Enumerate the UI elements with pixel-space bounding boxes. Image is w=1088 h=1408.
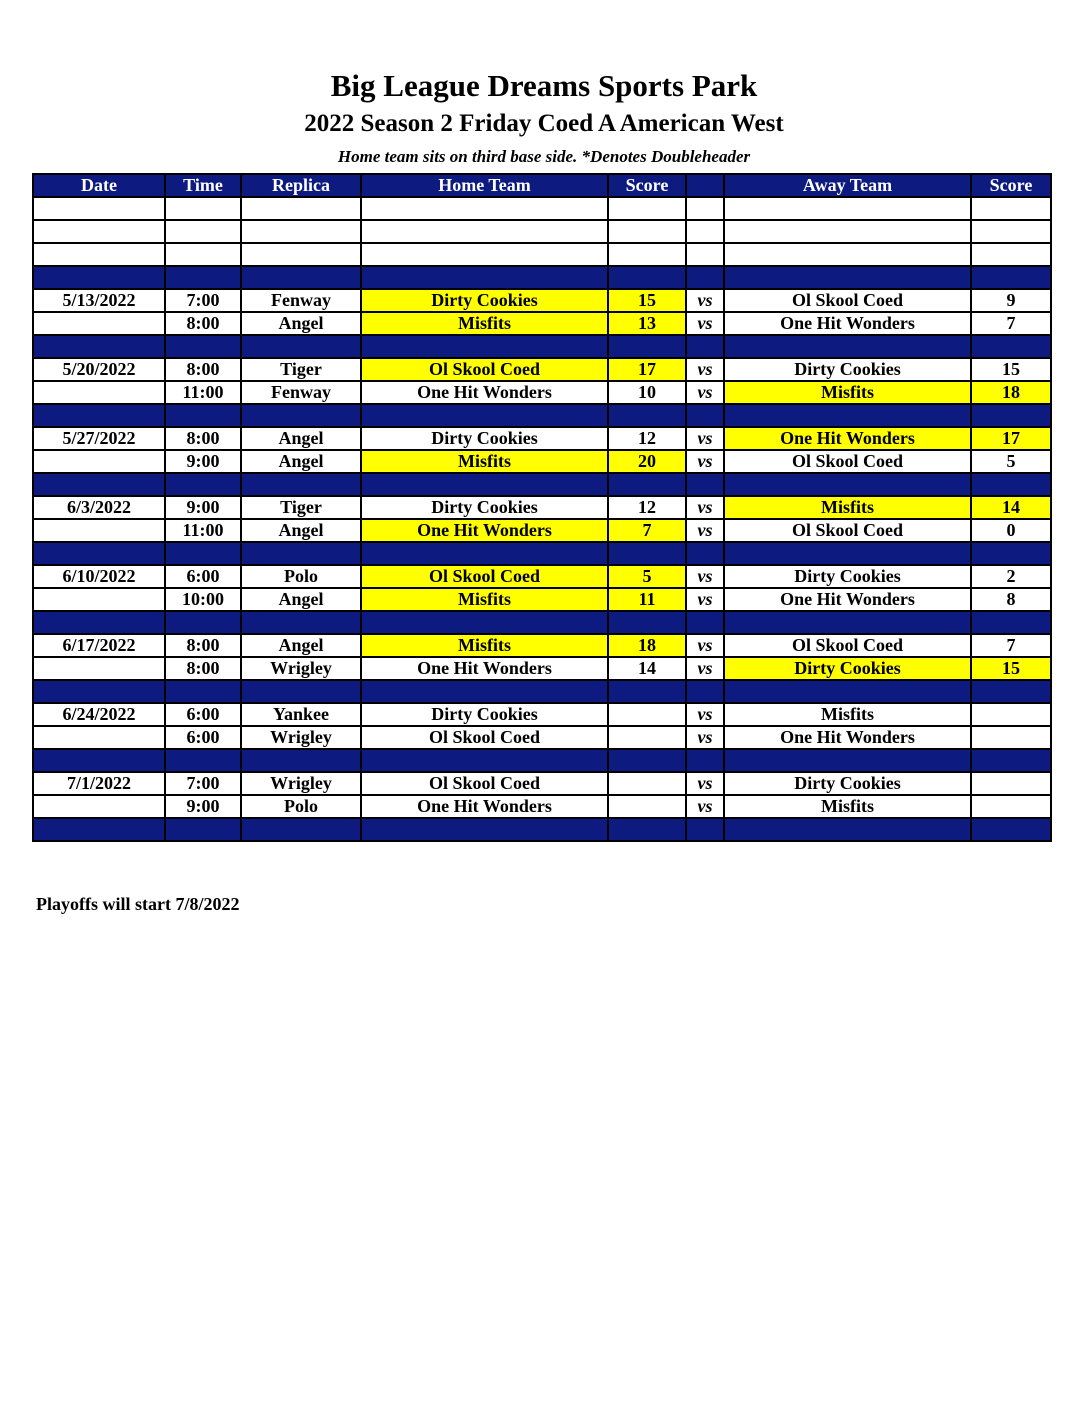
empty-cell [686, 680, 724, 703]
empty-cell [165, 266, 241, 289]
page-note: Home team sits on third base side. *Denotes Doubleheader [337, 147, 751, 166]
replica-cell: Tiger [241, 358, 361, 381]
away-score-cell: 18 [971, 381, 1051, 404]
away-score-cell: 7 [971, 312, 1051, 335]
away-team-cell: Ol Skool Coed [724, 289, 971, 312]
time-cell: 11:00 [165, 381, 241, 404]
empty-cell [241, 243, 361, 266]
empty-cell [361, 335, 608, 358]
replica-cell: Tiger [241, 496, 361, 519]
empty-cell [165, 473, 241, 496]
empty-cell [971, 404, 1051, 427]
game-row [33, 312, 1051, 335]
empty-cell [724, 611, 971, 634]
empty-cell [608, 473, 686, 496]
page-subtitle: 2022 Season 2 Friday Coed A American West [304, 110, 784, 137]
game-row [33, 381, 1051, 404]
empty-cell [165, 197, 241, 220]
time-cell: 8:00 [165, 358, 241, 381]
home-team-cell: One Hit Wonders [361, 795, 608, 818]
empty-cell [165, 611, 241, 634]
away-score-cell: 14 [971, 496, 1051, 519]
empty-cell [361, 404, 608, 427]
separator-row [33, 542, 1051, 565]
home-team-cell: Dirty Cookies [361, 289, 608, 312]
col-header-vs [686, 174, 724, 197]
empty-cell [33, 749, 165, 772]
time-cell: 8:00 [165, 312, 241, 335]
empty-cell [165, 818, 241, 841]
date-cell [33, 312, 165, 335]
game-row [33, 772, 1051, 795]
col-header-time: Time [165, 174, 241, 197]
vs-cell: vs [686, 795, 724, 818]
date-cell: 7/1/2022 [33, 772, 165, 795]
vs-cell: vs [686, 312, 724, 335]
home-score-cell: 13 [608, 312, 686, 335]
vs-cell: vs [686, 427, 724, 450]
empty-cell [686, 611, 724, 634]
away-team-cell: One Hit Wonders [724, 726, 971, 749]
empty-cell [724, 542, 971, 565]
away-score-cell [971, 726, 1051, 749]
empty-cell [686, 266, 724, 289]
schedule-table [32, 173, 1052, 842]
empty-cell [608, 197, 686, 220]
playoffs-note: Playoffs will start 7/8/2022 [36, 894, 240, 914]
empty-cell [608, 266, 686, 289]
vs-cell: vs [686, 703, 724, 726]
game-row [33, 634, 1051, 657]
date-cell [33, 519, 165, 542]
empty-cell [241, 611, 361, 634]
empty-cell [686, 542, 724, 565]
game-row [33, 703, 1051, 726]
empty-cell [165, 680, 241, 703]
away-score-cell: 15 [971, 358, 1051, 381]
separator-row [33, 749, 1051, 772]
empty-cell [724, 266, 971, 289]
empty-cell [33, 680, 165, 703]
away-team-cell: Dirty Cookies [724, 358, 971, 381]
away-score-cell [971, 795, 1051, 818]
empty-cell [608, 335, 686, 358]
away-team-cell: Ol Skool Coed [724, 634, 971, 657]
empty-cell [241, 220, 361, 243]
date-cell: 5/13/2022 [33, 289, 165, 312]
home-score-cell: 12 [608, 427, 686, 450]
col-header-home-team: Home Team [361, 174, 608, 197]
home-team-cell: Dirty Cookies [361, 703, 608, 726]
time-cell: 6:00 [165, 565, 241, 588]
empty-cell [971, 266, 1051, 289]
away-team-cell: Misfits [724, 703, 971, 726]
away-team-cell: One Hit Wonders [724, 427, 971, 450]
empty-cell [608, 404, 686, 427]
empty-cell [724, 473, 971, 496]
empty-cell [971, 542, 1051, 565]
empty-cell [971, 611, 1051, 634]
empty-cell [971, 473, 1051, 496]
separator-row [33, 680, 1051, 703]
away-team-cell: Misfits [724, 795, 971, 818]
empty-cell [686, 473, 724, 496]
date-cell: 5/20/2022 [33, 358, 165, 381]
empty-cell [241, 473, 361, 496]
empty-cell [33, 335, 165, 358]
empty-cell [33, 266, 165, 289]
empty-cell [33, 473, 165, 496]
replica-cell: Angel [241, 588, 361, 611]
time-cell: 6:00 [165, 726, 241, 749]
home-team-cell: Misfits [361, 634, 608, 657]
game-row [33, 726, 1051, 749]
replica-cell: Wrigley [241, 726, 361, 749]
home-team-cell: Dirty Cookies [361, 496, 608, 519]
empty-cell [33, 220, 165, 243]
empty-cell [361, 818, 608, 841]
empty-cell [33, 542, 165, 565]
empty-cell [971, 680, 1051, 703]
vs-cell: vs [686, 657, 724, 680]
empty-cell [608, 542, 686, 565]
replica-cell: Wrigley [241, 657, 361, 680]
empty-cell [33, 404, 165, 427]
empty-cell [608, 220, 686, 243]
empty-cell [165, 243, 241, 266]
time-cell: 9:00 [165, 450, 241, 473]
home-score-cell: 11 [608, 588, 686, 611]
schedule-body [33, 197, 1051, 841]
replica-cell: Fenway [241, 381, 361, 404]
empty-cell [686, 749, 724, 772]
empty-cell [241, 404, 361, 427]
empty-cell [608, 243, 686, 266]
home-score-cell: 20 [608, 450, 686, 473]
game-row [33, 588, 1051, 611]
vs-cell: vs [686, 450, 724, 473]
replica-cell: Yankee [241, 703, 361, 726]
empty-cell [361, 680, 608, 703]
away-score-cell: 5 [971, 450, 1051, 473]
empty-cell [33, 243, 165, 266]
away-team-cell: Misfits [724, 381, 971, 404]
time-cell: 8:00 [165, 657, 241, 680]
vs-cell: vs [686, 772, 724, 795]
time-cell: 7:00 [165, 772, 241, 795]
away-team-cell: Dirty Cookies [724, 772, 971, 795]
date-cell [33, 450, 165, 473]
game-row [33, 450, 1051, 473]
empty-cell [724, 749, 971, 772]
empty-cell [361, 749, 608, 772]
empty-cell [686, 243, 724, 266]
home-score-cell: 10 [608, 381, 686, 404]
away-score-cell [971, 703, 1051, 726]
away-score-cell: 17 [971, 427, 1051, 450]
replica-cell: Angel [241, 519, 361, 542]
away-team-cell: One Hit Wonders [724, 588, 971, 611]
date-cell [33, 588, 165, 611]
date-cell: 6/10/2022 [33, 565, 165, 588]
separator-row [33, 611, 1051, 634]
empty-cell [608, 680, 686, 703]
away-team-cell: One Hit Wonders [724, 312, 971, 335]
empty-cell [33, 197, 165, 220]
empty-cell [241, 749, 361, 772]
separator-row [33, 335, 1051, 358]
empty-cell [165, 404, 241, 427]
replica-cell: Angel [241, 634, 361, 657]
empty-cell [165, 220, 241, 243]
blank-row [33, 197, 1051, 220]
game-row [33, 657, 1051, 680]
blank-row [33, 220, 1051, 243]
replica-cell: Polo [241, 795, 361, 818]
vs-cell: vs [686, 519, 724, 542]
empty-cell [724, 243, 971, 266]
time-cell: 10:00 [165, 588, 241, 611]
away-team-cell: Ol Skool Coed [724, 519, 971, 542]
home-team-cell: Ol Skool Coed [361, 772, 608, 795]
col-header-home-score: Score [608, 174, 686, 197]
time-cell: 7:00 [165, 289, 241, 312]
time-cell: 8:00 [165, 634, 241, 657]
empty-cell [361, 266, 608, 289]
vs-cell: vs [686, 588, 724, 611]
empty-cell [241, 818, 361, 841]
empty-cell [971, 749, 1051, 772]
home-team-cell: Ol Skool Coed [361, 358, 608, 381]
empty-cell [241, 266, 361, 289]
empty-cell [724, 335, 971, 358]
home-team-cell: Dirty Cookies [361, 427, 608, 450]
empty-cell [165, 749, 241, 772]
replica-cell: Angel [241, 312, 361, 335]
game-row [33, 289, 1051, 312]
date-cell: 6/3/2022 [33, 496, 165, 519]
date-cell: 5/27/2022 [33, 427, 165, 450]
col-header-away-score: Score [971, 174, 1051, 197]
empty-cell [971, 243, 1051, 266]
vs-cell: vs [686, 381, 724, 404]
game-row [33, 565, 1051, 588]
col-header-replica: Replica [241, 174, 361, 197]
replica-cell: Fenway [241, 289, 361, 312]
date-cell [33, 726, 165, 749]
empty-cell [361, 220, 608, 243]
game-row [33, 795, 1051, 818]
empty-cell [361, 611, 608, 634]
empty-cell [971, 197, 1051, 220]
vs-cell: vs [686, 358, 724, 381]
empty-cell [361, 197, 608, 220]
replica-cell: Polo [241, 565, 361, 588]
away-team-cell: Dirty Cookies [724, 657, 971, 680]
empty-cell [33, 611, 165, 634]
away-team-cell: Misfits [724, 496, 971, 519]
away-score-cell: 8 [971, 588, 1051, 611]
table-header-row [33, 174, 1051, 197]
home-score-cell: 7 [608, 519, 686, 542]
time-cell: 9:00 [165, 795, 241, 818]
vs-cell: vs [686, 634, 724, 657]
col-header-away-team: Away Team [724, 174, 971, 197]
separator-row [33, 404, 1051, 427]
away-score-cell: 9 [971, 289, 1051, 312]
vs-cell: vs [686, 289, 724, 312]
home-team-cell: One Hit Wonders [361, 519, 608, 542]
empty-cell [686, 818, 724, 841]
separator-row [33, 473, 1051, 496]
empty-cell [724, 220, 971, 243]
page-title: Big League Dreams Sports Park [330, 68, 758, 103]
empty-cell [33, 818, 165, 841]
home-team-cell: Ol Skool Coed [361, 726, 608, 749]
home-team-cell: One Hit Wonders [361, 381, 608, 404]
game-row [33, 427, 1051, 450]
time-cell: 6:00 [165, 703, 241, 726]
away-score-cell: 2 [971, 565, 1051, 588]
empty-cell [361, 473, 608, 496]
empty-cell [608, 611, 686, 634]
home-team-cell: Misfits [361, 450, 608, 473]
empty-cell [686, 220, 724, 243]
time-cell: 9:00 [165, 496, 241, 519]
empty-cell [686, 335, 724, 358]
home-score-cell [608, 795, 686, 818]
date-cell: 6/24/2022 [33, 703, 165, 726]
replica-cell: Angel [241, 427, 361, 450]
empty-cell [971, 818, 1051, 841]
vs-cell: vs [686, 565, 724, 588]
home-team-cell: Misfits [361, 588, 608, 611]
empty-cell [724, 404, 971, 427]
date-cell [33, 657, 165, 680]
game-row [33, 496, 1051, 519]
blank-row [33, 243, 1051, 266]
date-cell [33, 795, 165, 818]
empty-cell [165, 542, 241, 565]
home-team-cell: One Hit Wonders [361, 657, 608, 680]
away-team-cell: Ol Skool Coed [724, 450, 971, 473]
time-cell: 11:00 [165, 519, 241, 542]
empty-cell [971, 335, 1051, 358]
game-row [33, 358, 1051, 381]
vs-cell: vs [686, 496, 724, 519]
date-cell: 6/17/2022 [33, 634, 165, 657]
separator-row [33, 266, 1051, 289]
date-cell [33, 381, 165, 404]
empty-cell [241, 335, 361, 358]
home-score-cell: 14 [608, 657, 686, 680]
separator-row [33, 818, 1051, 841]
empty-cell [608, 818, 686, 841]
away-score-cell: 7 [971, 634, 1051, 657]
col-header-date: Date [33, 174, 165, 197]
empty-cell [724, 818, 971, 841]
home-score-cell: 18 [608, 634, 686, 657]
empty-cell [165, 335, 241, 358]
empty-cell [241, 197, 361, 220]
empty-cell [971, 220, 1051, 243]
empty-cell [241, 680, 361, 703]
home-score-cell: 15 [608, 289, 686, 312]
home-score-cell: 17 [608, 358, 686, 381]
empty-cell [241, 542, 361, 565]
away-score-cell: 0 [971, 519, 1051, 542]
away-score-cell: 15 [971, 657, 1051, 680]
empty-cell [724, 197, 971, 220]
away-team-cell: Dirty Cookies [724, 565, 971, 588]
home-team-cell: Ol Skool Coed [361, 565, 608, 588]
home-score-cell [608, 703, 686, 726]
home-score-cell [608, 726, 686, 749]
home-team-cell: Misfits [361, 312, 608, 335]
empty-cell [686, 404, 724, 427]
game-row [33, 519, 1051, 542]
empty-cell [724, 680, 971, 703]
empty-cell [686, 197, 724, 220]
replica-cell: Wrigley [241, 772, 361, 795]
vs-cell: vs [686, 726, 724, 749]
home-score-cell [608, 772, 686, 795]
replica-cell: Angel [241, 450, 361, 473]
empty-cell [361, 243, 608, 266]
empty-cell [608, 749, 686, 772]
away-score-cell [971, 772, 1051, 795]
empty-cell [361, 542, 608, 565]
time-cell: 8:00 [165, 427, 241, 450]
home-score-cell: 5 [608, 565, 686, 588]
home-score-cell: 12 [608, 496, 686, 519]
